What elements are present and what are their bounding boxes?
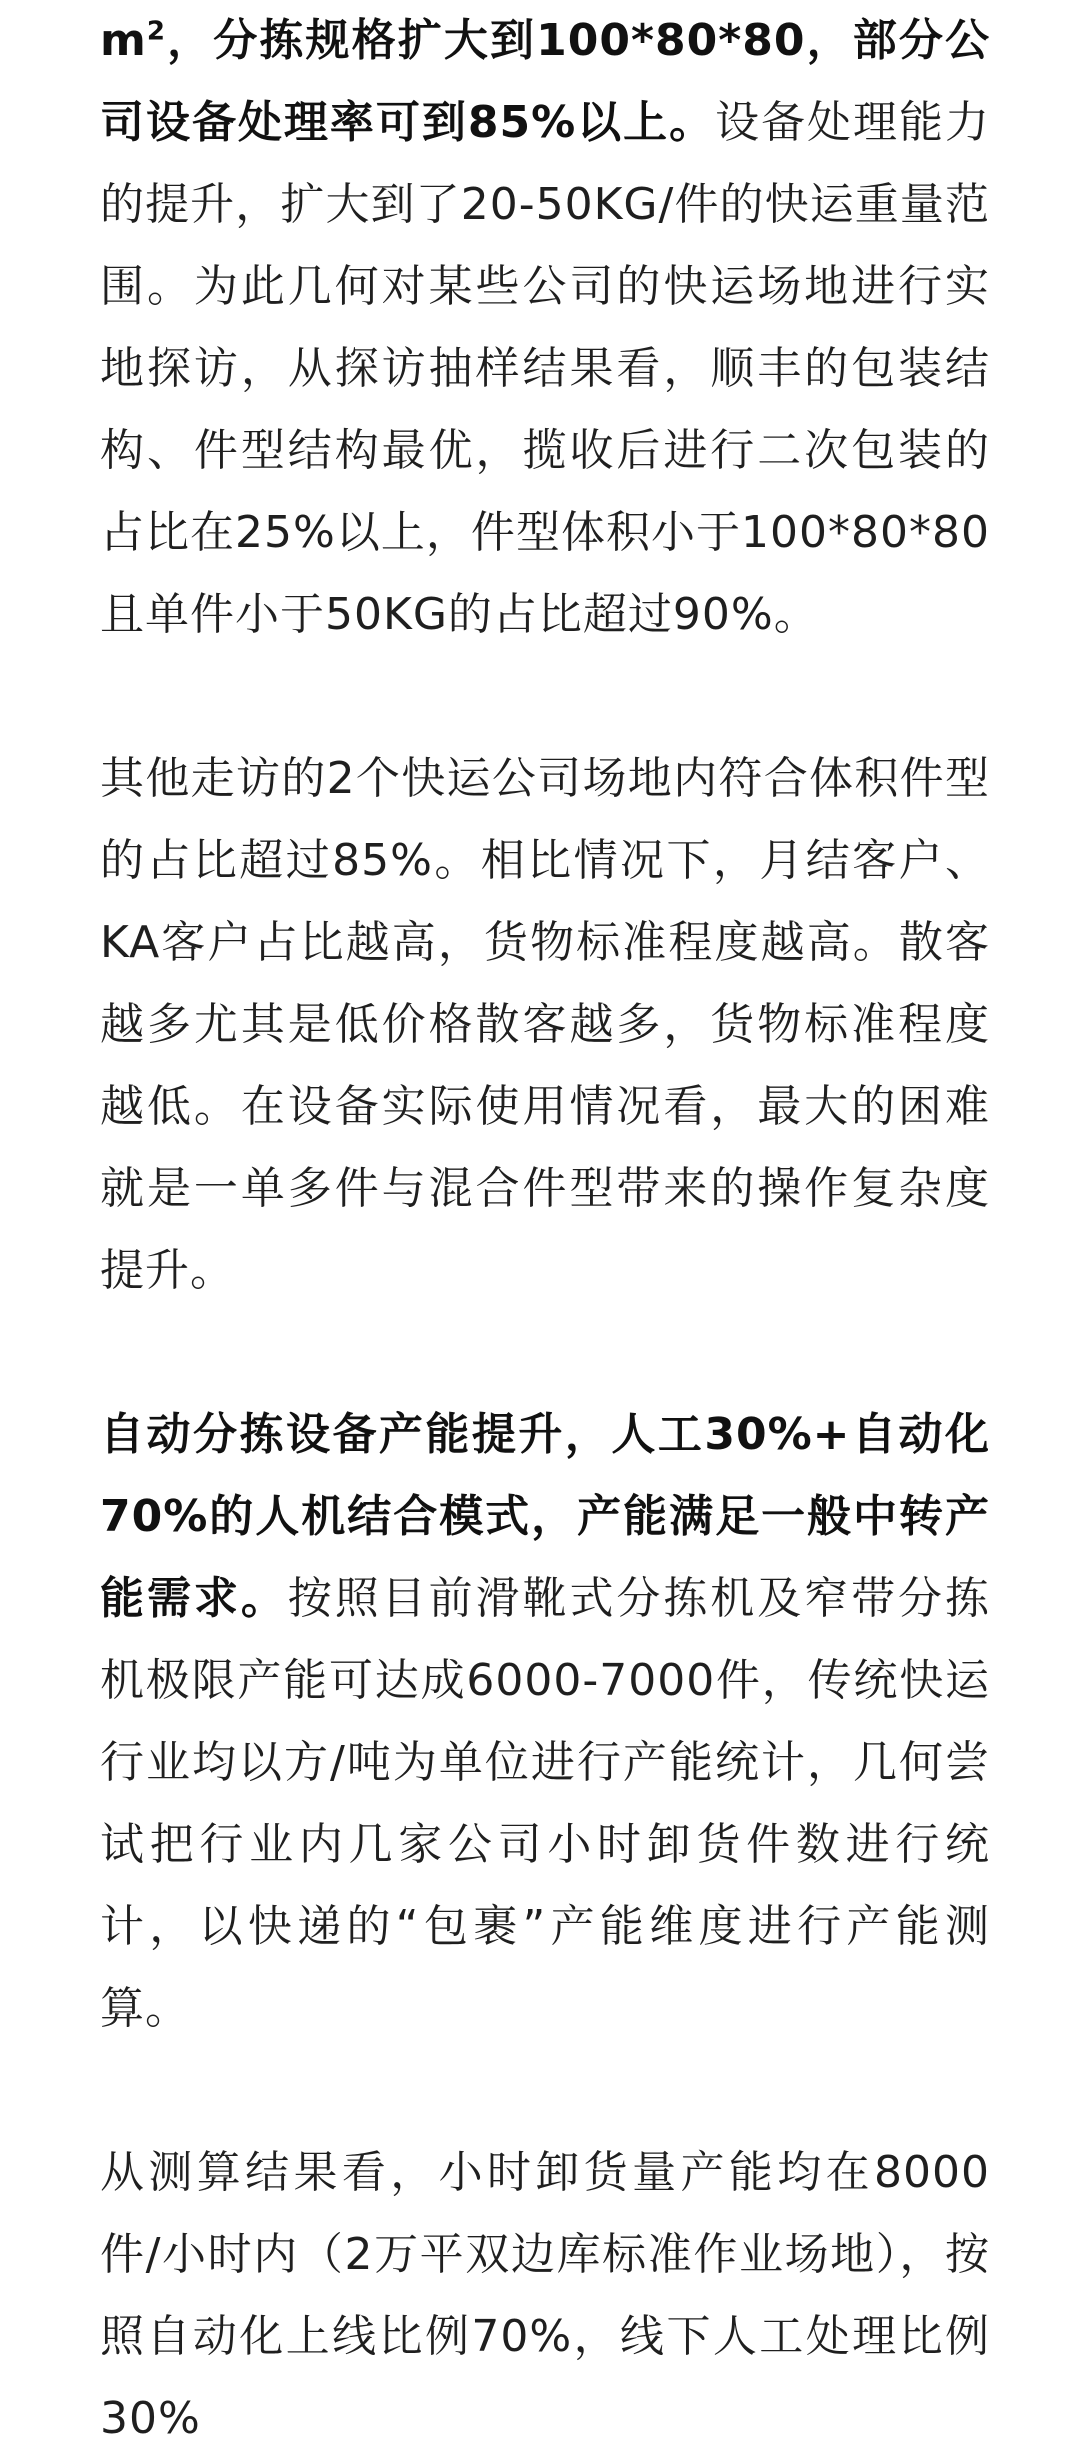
unit-m: m <box>100 15 147 66</box>
paragraph-2-text: 其他走访的2个快运公司场地内符合体积件型的占比超过85%。相比情况下，月结客户、KA客户占比越高，货物标准程度越高。散客越多尤其是低价格散客越多，货物标准程度越低。在设备实际使用情况看，最大的困难就是一单多件与混合件型带来的操作复杂度提升。 <box>100 753 990 1296</box>
paragraph-4-text: 从测算结果看，小时卸货量产能均在8000件/小时内（2万平双边库标准作业场地），按照自动化上线比例70%，线下人工处理比例30% <box>100 2147 990 2444</box>
paragraph-3-text: 按照目前滑靴式分拣机及窄带分拣机极限产能可达成6000-7000件，传统快运行业均以方/吨为单位进行产能统计，几何尝试把行业内几家公司小时卸货件数进行统计，以快递的“包裹”产能维度进行产能测算。 <box>100 1573 991 2034</box>
article-body <box>100 0 990 2460</box>
paragraph-1-text: 设备处理能力的提升，扩大到了20-50KG/件的快运重量范围。为此几何对某些公司的快运场地进行实地探访，从探访抽样结果看，顺丰的包装结构、件型结构最优，揽收后进行二次包装的占比在25%以上，件型体积小于100*80*80且单件小于50KG的占比超过90%。 <box>100 97 990 640</box>
paragraph-4 <box>100 2132 990 2460</box>
paragraph-1 <box>100 0 990 656</box>
unit-superscript: 2 <box>146 16 166 47</box>
bold-capacity-heading: 自动分拣设备产能提升，人工30%+自动化70%的人机结合模式，产能满足一般中转产能需求。 <box>100 1409 990 1624</box>
bold-sort-spec: ，分拣规格扩大到100*80*80，部分公司设备处理率可到85%以上。 <box>100 15 990 148</box>
paragraph-3 <box>100 1394 990 2050</box>
paragraph-2 <box>100 738 990 1312</box>
